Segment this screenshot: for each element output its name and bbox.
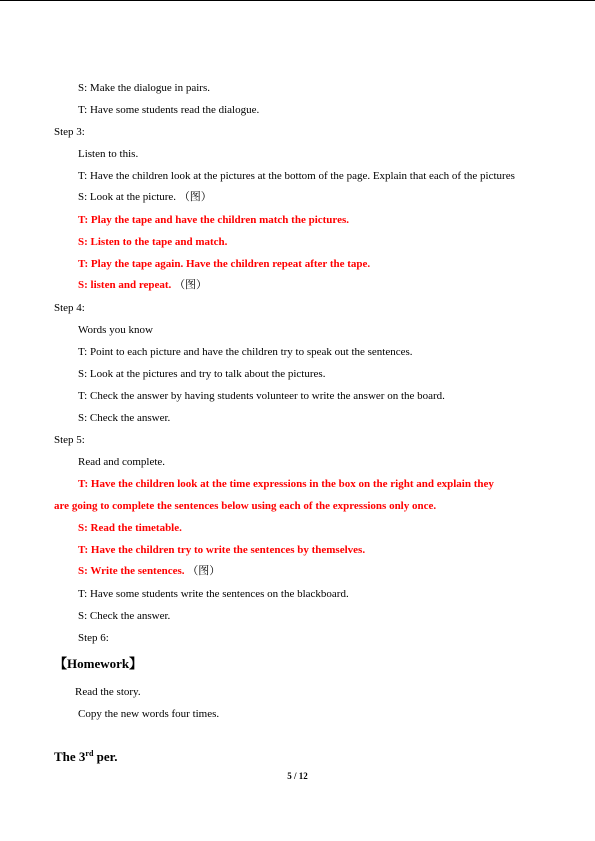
text-line: S: Check the answer. bbox=[78, 610, 171, 622]
highlight-line: S: Read the timetable. bbox=[78, 522, 182, 534]
homework-item: Copy the new words four times. bbox=[78, 708, 220, 720]
text-line: T: Point to each picture and have the children try to speak out the sentences. bbox=[78, 346, 413, 358]
image-note: （图） bbox=[174, 279, 208, 291]
page-number: 5 / 12 bbox=[287, 771, 308, 781]
text-content: S: Look at the picture. bbox=[78, 191, 177, 203]
text-line: S: Check the answer. bbox=[78, 412, 171, 424]
period-prefix: The 3 bbox=[54, 749, 86, 764]
text-line: T: Have some students write the sentences on the blackboard. bbox=[78, 588, 349, 600]
image-note: （图） bbox=[187, 565, 221, 577]
highlight-line: are going to complete the sentences below using each of the expressions only once. bbox=[54, 500, 437, 512]
text-line: T: Have the children look at the pictures at the bottom of the page. Explain that each of the pictures bbox=[78, 170, 515, 182]
highlight-text: S: listen and repeat. bbox=[78, 279, 172, 291]
highlight-line: T: Play the tape and have the children match the pictures. bbox=[78, 214, 350, 226]
text-line: T: Have some students read the dialogue. bbox=[78, 104, 260, 116]
period-title bbox=[54, 749, 118, 765]
period-suffix: per. bbox=[93, 749, 118, 764]
text-line: Words you know bbox=[78, 324, 153, 336]
text-line: S: Make the dialogue in pairs. bbox=[78, 82, 210, 94]
period-ordinal: rd bbox=[85, 749, 94, 758]
highlight-line: T: Have the children try to write the sentences by themselves. bbox=[78, 544, 366, 556]
text-line: T: Check the answer by having students volunteer to write the answer on the board. bbox=[78, 390, 445, 402]
image-note: （图） bbox=[178, 191, 212, 203]
step-label: Step 3: bbox=[54, 126, 85, 138]
text-line bbox=[78, 278, 207, 292]
highlight-line: T: Play the tape again. Have the children repeat after the tape. bbox=[78, 258, 371, 270]
text-line: Step 6: bbox=[78, 632, 109, 644]
text-line bbox=[78, 190, 212, 204]
highlight-line: S: Listen to the tape and match. bbox=[78, 236, 228, 248]
highlight-text: S: Write the sentences. bbox=[78, 565, 185, 577]
text-line: Read and complete. bbox=[78, 456, 166, 468]
highlight-line: T: Have the children look at the time expressions in the box on the right and explain they bbox=[78, 478, 494, 490]
homework-item: Read the story. bbox=[75, 686, 141, 698]
text-line: S: Look at the pictures and try to talk about the pictures. bbox=[78, 368, 326, 380]
top-rule bbox=[0, 0, 595, 1]
text-line bbox=[78, 564, 220, 578]
text-line: Listen to this. bbox=[78, 148, 139, 160]
step-label: Step 4: bbox=[54, 302, 85, 314]
step-label: Step 5: bbox=[54, 434, 85, 446]
homework-heading: 【Homework】 bbox=[54, 656, 143, 671]
